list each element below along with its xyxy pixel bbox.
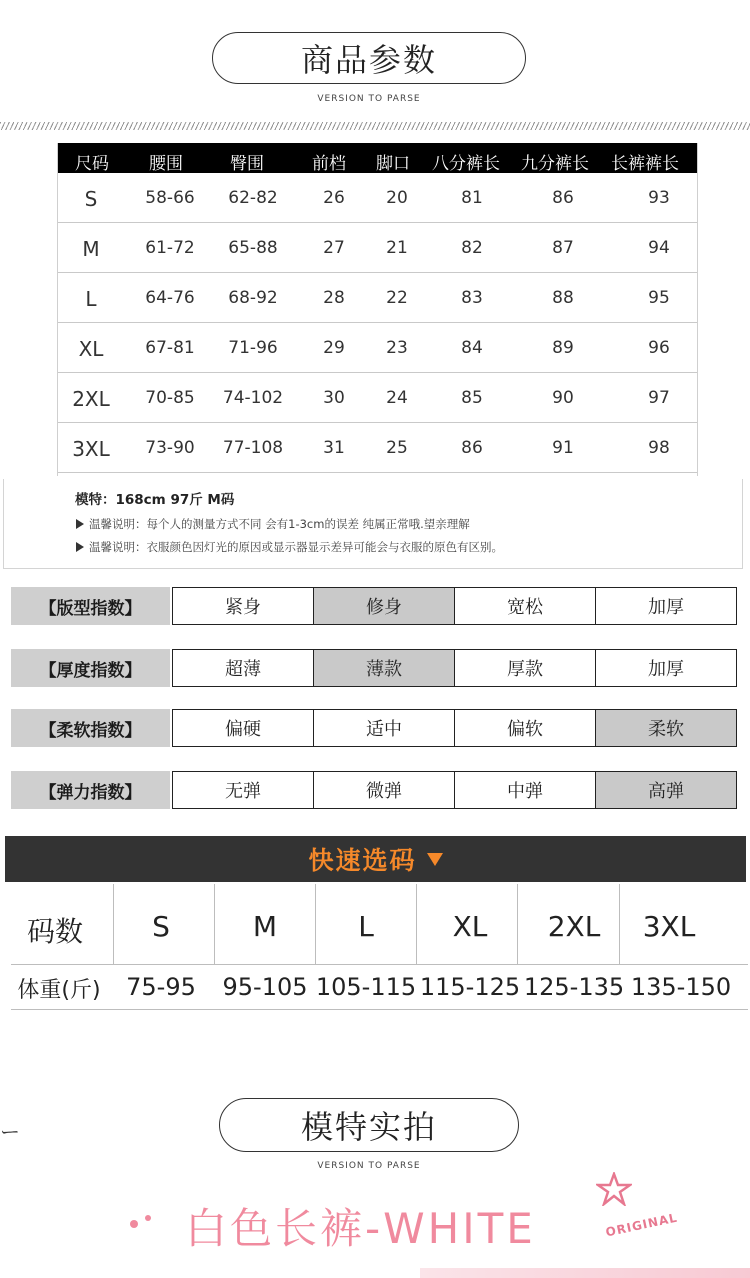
col-header: 尺码: [75, 154, 109, 174]
size-cell: L: [85, 287, 97, 311]
tip-line: [76, 539, 503, 555]
index-row: [11, 649, 737, 687]
triangle-down-icon: [427, 853, 443, 866]
tip-text: 温馨说明：每个人的测量方式不同 会有1-3cm的误差 纯属正常哦.望亲理解: [89, 517, 470, 531]
size-table-row: [58, 173, 697, 223]
table-cell: 20: [386, 188, 408, 208]
photo-strip: [420, 1268, 750, 1278]
column-divider: [113, 884, 114, 964]
table-cell: 82: [461, 238, 483, 258]
table-cell: 83: [461, 288, 483, 308]
table-cell: 93: [648, 188, 670, 208]
row-divider: [11, 964, 748, 965]
index-options: [172, 771, 737, 809]
size-cell: 2XL: [72, 387, 110, 411]
index-option: 加厚: [648, 659, 684, 680]
star-icon: [596, 1172, 632, 1206]
index-option: 偏软: [455, 710, 596, 746]
index-option: 偏硬: [173, 710, 314, 746]
size-table-row: [58, 223, 697, 273]
section-title: 商品参数: [300, 41, 437, 79]
quick-size-banner: [5, 836, 746, 882]
table-cell: 96: [648, 338, 670, 358]
table-cell: 86: [552, 188, 574, 208]
model-info: 模特：168cm 97斤 M码: [75, 492, 235, 508]
quick-size-cell: M: [252, 910, 278, 943]
quick-weight-cell: 115-125: [419, 973, 521, 1001]
table-cell: 29: [323, 338, 345, 358]
size-cell: M: [82, 237, 100, 261]
quick-weight-cell: 125-135: [523, 973, 625, 1001]
table-cell: 73-90: [145, 438, 195, 458]
index-option: 无弹: [173, 772, 314, 808]
index-label: 【弹力指数】: [11, 771, 170, 809]
col-header: 前档: [312, 154, 346, 174]
quick-weight-cell: 95-105: [222, 973, 308, 1001]
table-cell: 26: [323, 188, 345, 208]
column-divider: [214, 884, 215, 964]
column-divider: [517, 884, 518, 964]
index-label: 【柔软指数】: [11, 709, 170, 747]
index-row: [11, 771, 737, 809]
size-table-row: [58, 273, 697, 323]
table-cell: 22: [386, 288, 408, 308]
quick-size-cell: 3XL: [642, 910, 696, 943]
col-header: 八分裤长: [432, 154, 500, 174]
size-table: [57, 143, 698, 476]
col-header: 臀围: [230, 154, 264, 174]
table-cell: 90: [552, 388, 574, 408]
col-header: 长裤裤长: [611, 154, 679, 174]
index-options: [172, 587, 737, 625]
triangle-bullet-icon: [76, 519, 84, 529]
deco-dots-icon: [128, 1212, 158, 1232]
index-row: [11, 709, 737, 747]
table-cell: 74-102: [222, 388, 284, 408]
index-option: 厚款: [455, 650, 596, 686]
table-cell: 94: [648, 238, 670, 258]
section-header-params: [212, 32, 526, 84]
index-option: 适中: [314, 710, 455, 746]
table-cell: 95: [648, 288, 670, 308]
table-cell: 81: [461, 188, 483, 208]
table-cell: 97: [648, 388, 670, 408]
table-cell: 23: [386, 338, 408, 358]
color-title: 白色长裤-WHITE: [185, 1204, 536, 1253]
table-cell: 70-85: [145, 388, 195, 408]
index-option: 紧身: [173, 588, 314, 624]
index-option: 高弹: [596, 772, 736, 808]
table-cell: 67-81: [145, 338, 195, 358]
notes-box: [3, 479, 743, 569]
index-label: 【版型指数】: [11, 587, 170, 625]
table-cell: 64-76: [145, 288, 195, 308]
table-cell: 84: [461, 338, 483, 358]
size-cell: S: [84, 187, 98, 211]
quick-weight-cell: 135-150: [630, 973, 732, 1001]
table-cell: 58-66: [145, 188, 195, 208]
table-cell: 68-92: [228, 288, 278, 308]
size-cell: XL: [78, 337, 104, 361]
table-cell: 62-82: [228, 188, 278, 208]
column-divider: [416, 884, 417, 964]
quick-weight-cell: 75-95: [126, 973, 196, 1001]
tip-text: 温馨说明：衣服颜色因灯光的原因或显示器显示差异可能会与衣服的原色有区别。: [89, 540, 503, 554]
table-cell: 25: [386, 438, 408, 458]
table-cell: 85: [461, 388, 483, 408]
table-cell: 98: [648, 438, 670, 458]
table-cell: 65-88: [228, 238, 278, 258]
col-header: 九分裤长: [521, 154, 589, 174]
index-option: 柔软: [596, 710, 736, 746]
table-cell: 27: [323, 238, 345, 258]
section-header-photos: [219, 1098, 519, 1152]
index-options: [172, 649, 737, 687]
size-row-label: 码数: [26, 915, 84, 948]
quick-size-title: 快速选码: [308, 846, 417, 875]
table-cell: 71-96: [228, 338, 278, 358]
col-header: 脚口: [376, 154, 410, 174]
divider-slashes: [0, 122, 750, 130]
column-divider: [619, 884, 620, 964]
table-cell: 21: [386, 238, 408, 258]
table-cell: 31: [323, 438, 345, 458]
index-option: 修身: [314, 588, 455, 624]
original-badge: ORIGINAL: [604, 1210, 679, 1240]
tip-line: [76, 516, 470, 532]
section-title: 模特实拍: [300, 1108, 437, 1146]
index-label: 【厚度指数】: [11, 649, 170, 687]
quick-size-cell: XL: [452, 910, 488, 943]
quick-size-cell: S: [152, 910, 170, 943]
section-subtitle: VERSION TO PARSE: [317, 94, 421, 104]
index-option: 微弹: [314, 772, 455, 808]
section-subtitle: VERSION TO PARSE: [317, 1161, 421, 1171]
size-table-row: [58, 423, 697, 473]
index-option: 薄款: [314, 650, 455, 686]
size-cell: 3XL: [72, 437, 110, 461]
index-options: [172, 709, 737, 747]
quick-weight-cell: 105-115: [315, 973, 417, 1001]
table-cell: 24: [386, 388, 408, 408]
weight-row-label: 体重(斤): [17, 978, 101, 1003]
table-cell: 30: [323, 388, 345, 408]
index-option: 超薄: [173, 650, 314, 686]
quick-size-cell: 2XL: [547, 910, 601, 943]
table-cell: 91: [552, 438, 574, 458]
index-option: 宽松: [455, 588, 596, 624]
table-cell: 89: [552, 338, 574, 358]
index-option: 中弹: [455, 772, 596, 808]
row-divider: [11, 1009, 748, 1010]
col-header: 腰围: [149, 154, 183, 174]
size-table-row: [58, 323, 697, 373]
table-cell: 28: [323, 288, 345, 308]
table-cell: 87: [552, 238, 574, 258]
triangle-bullet-icon: [76, 542, 84, 552]
table-cell: 61-72: [145, 238, 195, 258]
quick-size-cell: L: [358, 910, 374, 943]
index-row: [11, 587, 737, 625]
column-divider: [315, 884, 316, 964]
size-table-header: [58, 143, 697, 173]
index-option: 加厚: [648, 597, 684, 618]
left-mark: ー: [0, 1120, 20, 1144]
table-cell: 86: [461, 438, 483, 458]
table-cell: 77-108: [222, 438, 284, 458]
table-cell: 88: [552, 288, 574, 308]
quick-size-table: [11, 884, 748, 1010]
size-table-row: [58, 373, 697, 423]
